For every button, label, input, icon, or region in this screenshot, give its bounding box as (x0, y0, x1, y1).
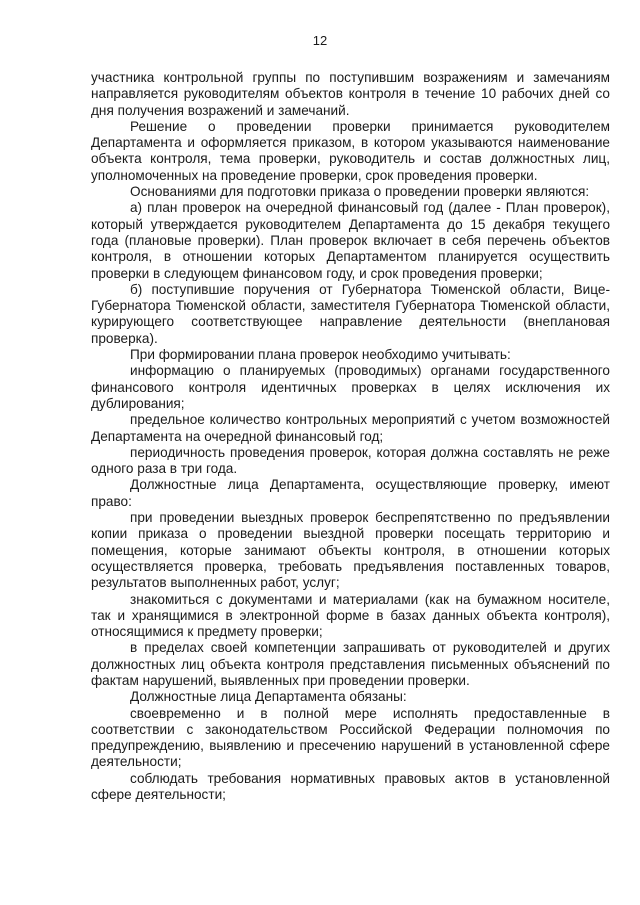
paragraph: при проведении выездных проверок беспрепятственно по предъявлении копии приказа о проведении выездной проверки посещать территорию и помещения, которые занимают объекты контроля, в отношении которых осуществляется проверка, требовать предъявления поставленных товаров, результатов выполненных работ, услуг; (91, 510, 610, 591)
paragraph: Должностные лица Департамента обязаны: (130, 689, 407, 705)
paragraph: Должностные лица Департамента, осуществляющие проверку, имеют право: (91, 477, 610, 509)
paragraph: Решение о проведении проверки принимается руководителем Департамента и оформляется приказом, в котором указываются наименование объекта контроля, тема проверки, руководитель и состав должностных лиц, уполномоченных на проведение проверки, срок проведения проверки. (91, 118, 610, 183)
paragraph: б) поступившие поручения от Губернатора Тюменской области, Вице-Губернатора Тюменской области, заместителя Губернатора Тюменской области, курирующего соответствующее направление деятельности (внеплановая проверка). (91, 281, 610, 346)
paragraph: При формировании плана проверок необходимо учитывать: (130, 347, 511, 363)
paragraph: информацию о планируемых (проводимых) органами государственного финансового контроля идентичных проверках в целях исключения их дублирования; (91, 363, 610, 411)
paragraph: предельное количество контрольных мероприятий с учетом возможностей Департамента на очередной финансовый год; (91, 412, 610, 444)
paragraph: а) план проверок на очередной финансовый год (далее - План проверок), который утверждается руководителем Департамента до 15 декабря текущего года (плановые проверки). План проверок включает в себя перечень объектов контроля, в отношении которых Департаментом планируется осуществить проверки в следующем финансовом году, и срок проведения проверки; (91, 200, 610, 281)
document-body (91, 70, 610, 803)
paragraph: соблюдать требования нормативных правовых актов в установленной сфере деятельности; (91, 770, 610, 803)
paragraph: в пределах своей компетенции запрашивать от руководителей и других должностных лиц объекта контроля представления письменных объяснений по фактам нарушений, выявленных при проведении проверки. (91, 640, 610, 688)
paragraph: периодичность проведения проверок, которая должна составлять не реже одного раза в три года. (91, 444, 610, 477)
paragraph: своевременно и в полной мере исполнять предоставленные в соответствии с законодательством Российской Федерации полномочия по предупреждению, выявлению и пресечению нарушений в установленной сфере деятельности; (91, 705, 610, 770)
page-number: 12 (312, 33, 328, 48)
paragraph: знакомиться с документами и материалами (как на бумажном носителе, так и хранящимися в электронной форме в базах данных объекта контроля), относящимися к предмету проверки; (91, 591, 610, 640)
paragraph: Основаниями для подготовки приказа о проведении проверки являются: (130, 184, 590, 200)
paragraph: участника контрольной группы по поступившим возражениям и замечаниям направляется руководителям объектов контроля в течение 10 рабочих дней со дня получения возражений и замечаний. (91, 70, 610, 118)
